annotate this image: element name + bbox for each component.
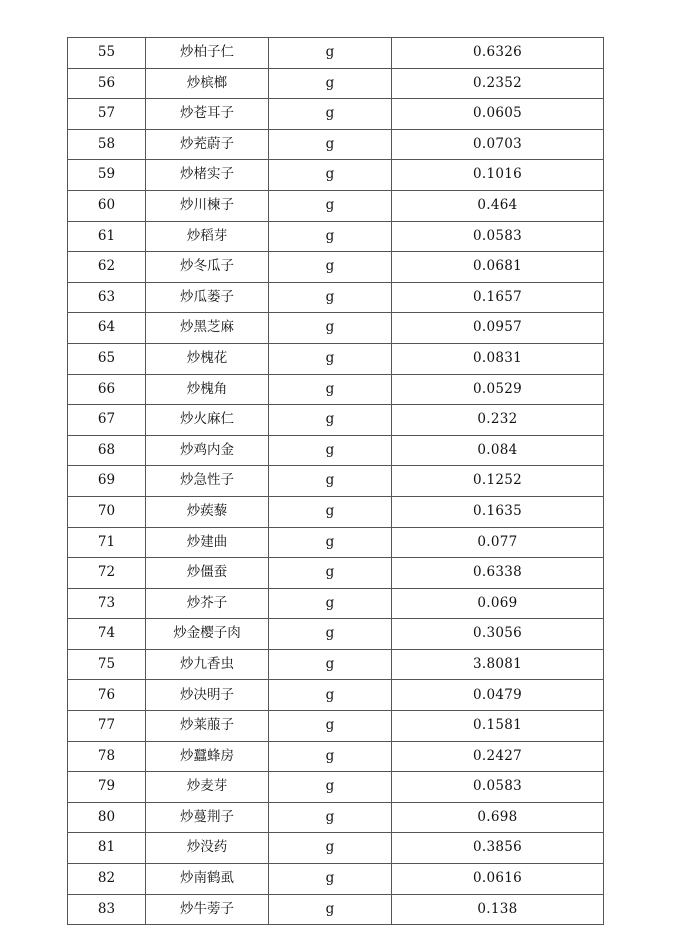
- table-row: [68, 38, 604, 69]
- value-cell: 0.0583: [392, 772, 604, 803]
- value-cell: 0.0605: [392, 99, 604, 130]
- row-number-cell: 76: [68, 680, 146, 711]
- value-cell: 0.084: [392, 435, 604, 466]
- unit-cell: g: [269, 588, 392, 619]
- value-cell: 0.1252: [392, 466, 604, 497]
- unit-cell: g: [269, 496, 392, 527]
- unit-cell: g: [269, 221, 392, 252]
- row-number-cell: 79: [68, 772, 146, 803]
- unit-cell: g: [269, 282, 392, 313]
- unit-cell: g: [269, 68, 392, 99]
- row-number-cell: 70: [68, 496, 146, 527]
- unit-cell: g: [269, 741, 392, 772]
- row-number-cell: 61: [68, 221, 146, 252]
- value-cell: 0.0703: [392, 129, 604, 160]
- herb-name-cell: 炒蠶蜂房: [146, 741, 269, 772]
- value-cell: 0.2352: [392, 68, 604, 99]
- row-number-cell: 55: [68, 38, 146, 69]
- table-row: [68, 496, 604, 527]
- value-cell: 0.0616: [392, 864, 604, 895]
- herb-name-cell: 炒金樱子肉: [146, 619, 269, 650]
- unit-cell: g: [269, 864, 392, 895]
- row-number-cell: 68: [68, 435, 146, 466]
- value-cell: 0.1635: [392, 496, 604, 527]
- herb-name-cell: 炒稻芽: [146, 221, 269, 252]
- table-row: [68, 680, 604, 711]
- table-row: [68, 894, 604, 925]
- herb-name-cell: 炒蔓荆子: [146, 802, 269, 833]
- table-row: [68, 282, 604, 313]
- table-row: [68, 343, 604, 374]
- value-cell: 0.232: [392, 405, 604, 436]
- row-number-cell: 56: [68, 68, 146, 99]
- herb-name-cell: 炒建曲: [146, 527, 269, 558]
- table-row: [68, 772, 604, 803]
- value-cell: 0.6338: [392, 558, 604, 589]
- value-cell: 0.077: [392, 527, 604, 558]
- value-cell: 0.3856: [392, 833, 604, 864]
- herb-name-cell: 炒茺蔚子: [146, 129, 269, 160]
- herb-name-cell: 炒柏子仁: [146, 38, 269, 69]
- row-number-cell: 67: [68, 405, 146, 436]
- table-row: [68, 435, 604, 466]
- row-number-cell: 66: [68, 374, 146, 405]
- table-row: [68, 405, 604, 436]
- value-cell: 0.0583: [392, 221, 604, 252]
- unit-cell: g: [269, 802, 392, 833]
- table-row: [68, 160, 604, 191]
- value-cell: 0.069: [392, 588, 604, 619]
- table-row: [68, 741, 604, 772]
- value-cell: 0.0529: [392, 374, 604, 405]
- value-cell: 0.138: [392, 894, 604, 925]
- unit-cell: g: [269, 619, 392, 650]
- unit-cell: g: [269, 99, 392, 130]
- table-row: [68, 833, 604, 864]
- table-row: [68, 527, 604, 558]
- herb-name-cell: 炒急性子: [146, 466, 269, 497]
- row-number-cell: 69: [68, 466, 146, 497]
- herb-name-cell: 炒楮实子: [146, 160, 269, 191]
- value-cell: 0.6326: [392, 38, 604, 69]
- value-cell: 0.0831: [392, 343, 604, 374]
- unit-cell: g: [269, 558, 392, 589]
- herb-name-cell: 炒芥子: [146, 588, 269, 619]
- table-row: [68, 619, 604, 650]
- herb-name-cell: 炒莱菔子: [146, 711, 269, 742]
- herb-name-cell: 炒南鹤虱: [146, 864, 269, 895]
- table-row: [68, 68, 604, 99]
- unit-cell: g: [269, 649, 392, 680]
- herb-name-cell: 炒槟榔: [146, 68, 269, 99]
- value-cell: 0.698: [392, 802, 604, 833]
- row-number-cell: 82: [68, 864, 146, 895]
- unit-cell: g: [269, 711, 392, 742]
- value-cell: 0.2427: [392, 741, 604, 772]
- unit-cell: g: [269, 680, 392, 711]
- unit-cell: g: [269, 160, 392, 191]
- table-row: [68, 374, 604, 405]
- herb-price-table: [67, 37, 604, 925]
- table-row: [68, 313, 604, 344]
- table-row: [68, 649, 604, 680]
- herb-name-cell: 炒麦芽: [146, 772, 269, 803]
- value-cell: 3.8081: [392, 649, 604, 680]
- table-row: [68, 252, 604, 283]
- table-row: [68, 129, 604, 160]
- herb-name-cell: 炒牛蒡子: [146, 894, 269, 925]
- table-row: [68, 558, 604, 589]
- table-row: [68, 99, 604, 130]
- value-cell: 0.3056: [392, 619, 604, 650]
- table-body: [68, 38, 604, 925]
- row-number-cell: 64: [68, 313, 146, 344]
- unit-cell: g: [269, 405, 392, 436]
- herb-name-cell: 炒瓜蒌子: [146, 282, 269, 313]
- row-number-cell: 65: [68, 343, 146, 374]
- row-number-cell: 72: [68, 558, 146, 589]
- value-cell: 0.464: [392, 190, 604, 221]
- row-number-cell: 63: [68, 282, 146, 313]
- row-number-cell: 62: [68, 252, 146, 283]
- row-number-cell: 78: [68, 741, 146, 772]
- table-row: [68, 190, 604, 221]
- herb-name-cell: 炒冬瓜子: [146, 252, 269, 283]
- herb-name-cell: 炒火麻仁: [146, 405, 269, 436]
- unit-cell: g: [269, 833, 392, 864]
- value-cell: 0.0681: [392, 252, 604, 283]
- unit-cell: g: [269, 772, 392, 803]
- unit-cell: g: [269, 129, 392, 160]
- row-number-cell: 71: [68, 527, 146, 558]
- unit-cell: g: [269, 343, 392, 374]
- table-row: [68, 802, 604, 833]
- unit-cell: g: [269, 313, 392, 344]
- table-row: [68, 711, 604, 742]
- row-number-cell: 80: [68, 802, 146, 833]
- row-number-cell: 77: [68, 711, 146, 742]
- row-number-cell: 83: [68, 894, 146, 925]
- unit-cell: g: [269, 252, 392, 283]
- row-number-cell: 75: [68, 649, 146, 680]
- unit-cell: g: [269, 894, 392, 925]
- herb-name-cell: 炒苍耳子: [146, 99, 269, 130]
- herb-name-cell: 炒蒺藜: [146, 496, 269, 527]
- value-cell: 0.0957: [392, 313, 604, 344]
- row-number-cell: 57: [68, 99, 146, 130]
- value-cell: 0.0479: [392, 680, 604, 711]
- unit-cell: g: [269, 466, 392, 497]
- herb-name-cell: 炒川楝子: [146, 190, 269, 221]
- row-number-cell: 81: [68, 833, 146, 864]
- herb-name-cell: 炒槐花: [146, 343, 269, 374]
- value-cell: 0.1657: [392, 282, 604, 313]
- herb-name-cell: 炒九香虫: [146, 649, 269, 680]
- herb-name-cell: 炒没药: [146, 833, 269, 864]
- herb-name-cell: 炒决明子: [146, 680, 269, 711]
- row-number-cell: 60: [68, 190, 146, 221]
- value-cell: 0.1016: [392, 160, 604, 191]
- row-number-cell: 74: [68, 619, 146, 650]
- table-row: [68, 864, 604, 895]
- table-row: [68, 221, 604, 252]
- value-cell: 0.1581: [392, 711, 604, 742]
- herb-name-cell: 炒黑芝麻: [146, 313, 269, 344]
- unit-cell: g: [269, 190, 392, 221]
- unit-cell: g: [269, 527, 392, 558]
- herb-name-cell: 炒槐角: [146, 374, 269, 405]
- unit-cell: g: [269, 435, 392, 466]
- row-number-cell: 59: [68, 160, 146, 191]
- row-number-cell: 58: [68, 129, 146, 160]
- herb-name-cell: 炒鸡内金: [146, 435, 269, 466]
- row-number-cell: 73: [68, 588, 146, 619]
- table-row: [68, 588, 604, 619]
- herb-name-cell: 炒僵蚕: [146, 558, 269, 589]
- unit-cell: g: [269, 38, 392, 69]
- unit-cell: g: [269, 374, 392, 405]
- table-row: [68, 466, 604, 497]
